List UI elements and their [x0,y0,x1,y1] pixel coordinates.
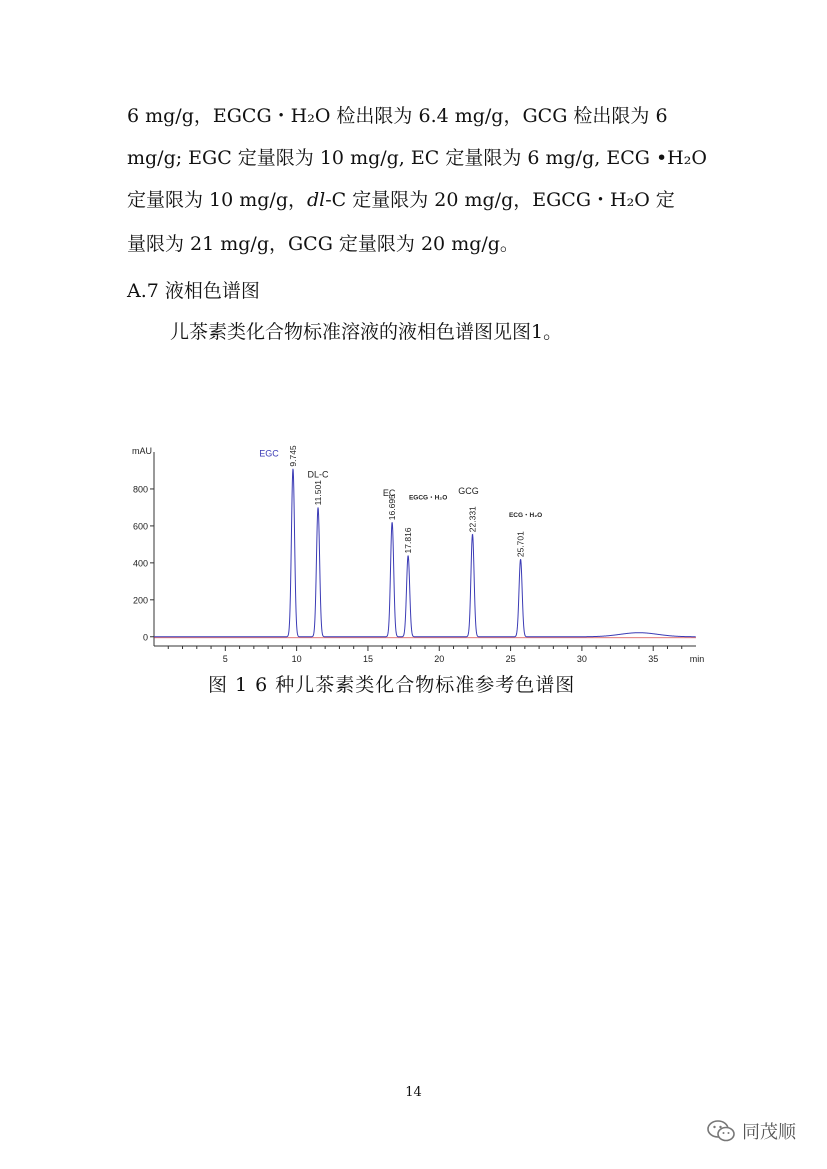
section-text: 儿茶素类化合物标准溶液的液相色谱图见图1。 [170,321,563,343]
peak-name-label: ECG・H₂O [508,512,543,520]
y-tick-label: 800 [132,484,148,495]
body-line-3-pre: 定量限为 10 mg/g， [127,189,307,211]
y-tick-label: 600 [132,521,148,532]
x-tick-label: 15 [362,654,373,664]
x-tick-label: 10 [291,654,302,664]
body-line-2: mg/g; EGC 定量限为 10 mg/g, EC 定量限为 6 mg/g, ECG •H₂O [127,147,707,169]
y-axis-label: mAU [132,446,152,456]
section-heading: A.7 液相色谱图 [127,280,260,302]
body-line-1: 6 mg/g，EGCG・H₂O 检出限为 6.4 mg/g，GCG 检出限为 6 [127,105,668,127]
y-tick-label: 200 [132,595,148,606]
peak-rt-label: 22.331 [467,506,478,533]
peak-name-label: DL-C [307,469,329,480]
x-tick-label: 20 [434,654,445,664]
wechat-icon [706,1118,736,1144]
x-tick-label: 35 [648,654,659,664]
chromatogram-chart [118,440,708,670]
chromatogram-figure [118,440,708,670]
peak-name-label: EGCG・H₂O [408,494,448,502]
figure-caption: 图 1 6 种儿茶素类化合物标准参考色谱图 [208,674,576,696]
watermark [706,1118,796,1144]
body-line-3 [127,188,675,212]
x-tick-label: 5 [222,654,228,664]
peak-rt-label: 16.695 [387,494,398,521]
body-line-4: 量限为 21 mg/g，GCG 定量限为 20 mg/g。 [127,233,519,255]
x-tick-label: 25 [505,654,516,664]
x-tick-label: 30 [576,654,587,664]
y-tick-label: 0 [142,632,148,643]
peak-rt-label: 9.745 [287,445,298,467]
page-number: 14 [405,1085,422,1100]
peak-rt-label: 11.501 [313,480,324,506]
body-line-3-post: -C 定量限为 20 mg/g，EGCG・H₂O 定 [325,189,675,211]
body-line-3-italic: dl [307,189,326,211]
peak-rt-label: 17.816 [403,527,414,554]
peak-name-label: EC [382,488,396,499]
peak-name-label: EGC [259,448,279,459]
y-tick-label: 400 [132,558,148,569]
peak-rt-label: 25.701 [515,531,526,558]
peak-name-label: GCG [458,486,479,497]
x-axis-label: min [689,654,705,664]
watermark-text: 同茂顺 [742,1122,796,1143]
